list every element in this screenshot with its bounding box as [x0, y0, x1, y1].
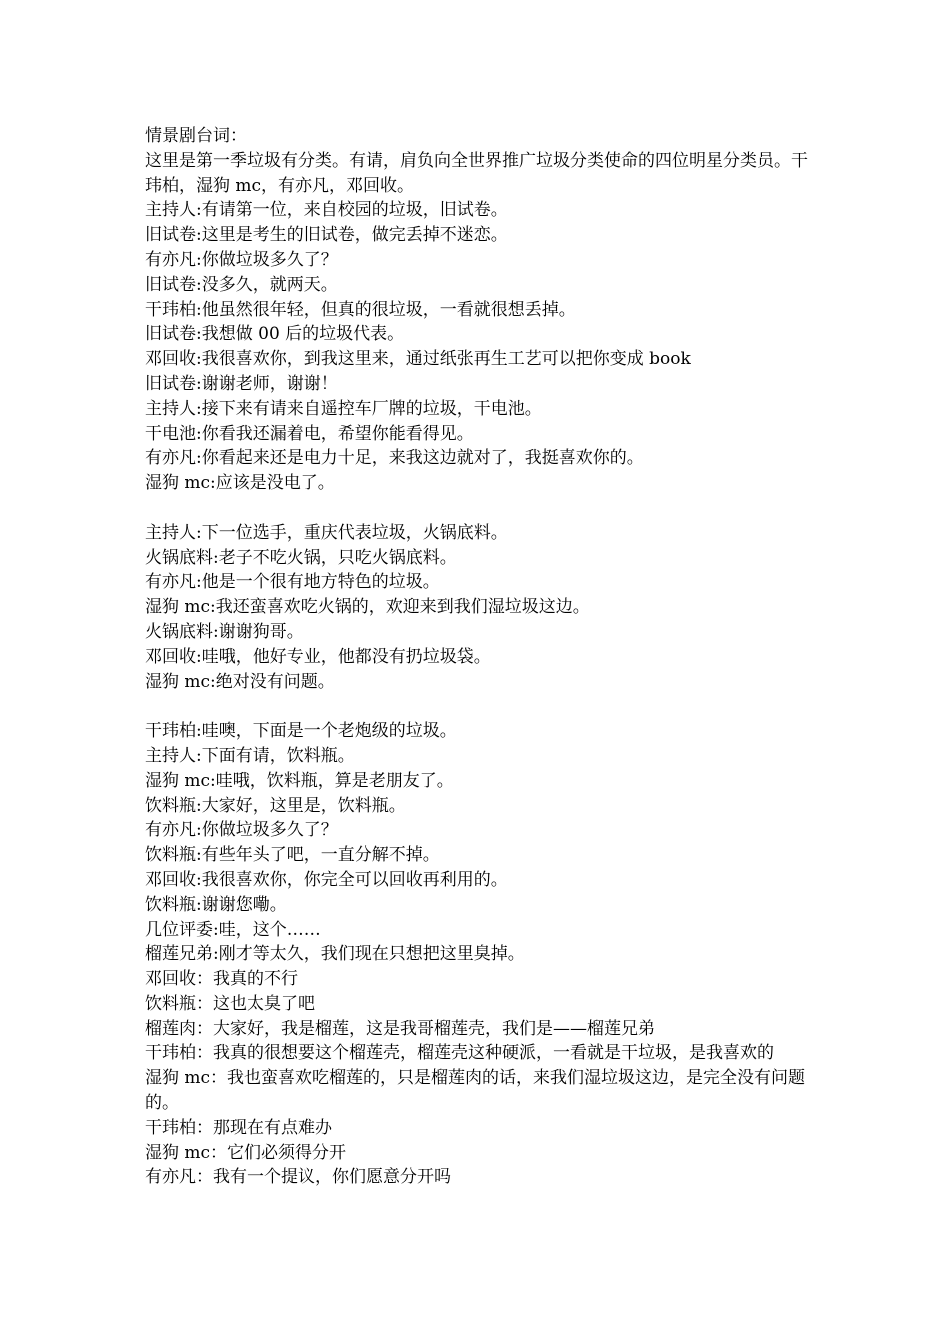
document-intro: 这里是第一季垃圾有分类。有请，肩负向全世界推广垃圾分类使命的四位明星分类员。干玮柏，湿狗 mc，有亦凡，邓回收。 [145, 150, 808, 196]
dialogue-line: 邓回收:哇哦，他好专业，他都没有扔垃圾袋。 [145, 646, 491, 667]
dialogue-line: 有亦凡:他是一个很有地方特色的垃圾。 [145, 572, 440, 593]
dialogue-line: 干玮柏：我真的很想要这个榴莲壳，榴莲壳这种硬派，一看就是干垃圾，是我喜欢的 [145, 1043, 774, 1064]
dialogue-line: 有亦凡：我有一个提议，你们愿意分开吗 [145, 1167, 451, 1188]
section-2 [145, 521, 815, 695]
dialogue-line: 干电池:你看我还漏着电，希望你能看得见。 [145, 423, 474, 444]
dialogue-line: 邓回收:我很喜欢你，到我这里来，通过纸张再生工艺可以把你变成 book [145, 349, 691, 370]
dialogue-line: 湿狗 mc：我也蛮喜欢吃榴莲的，只是榴莲肉的话，来我们湿垃圾这边，是完全没有问题的。 [145, 1068, 806, 1114]
dialogue-line: 火锅底料:老子不吃火锅，只吃火锅底料。 [145, 547, 457, 568]
dialogue-line: 几位评委:哇，这个…… [145, 919, 321, 940]
document-heading: 情景剧台词： [145, 126, 247, 146]
blank-line [145, 496, 815, 521]
dialogue-line: 有亦凡:你看起来还是电力十足，来我这边就对了，我挺喜欢你的。 [145, 448, 644, 469]
dialogue-line: 饮料瓶:大家好，这里是，饮料瓶。 [145, 795, 406, 816]
dialogue-line: 干玮柏:哇噢，下面是一个老炮级的垃圾。 [145, 721, 457, 742]
dialogue-line: 火锅底料:谢谢狗哥。 [145, 621, 304, 642]
dialogue-line: 主持人:下面有请，饮料瓶。 [145, 745, 355, 766]
dialogue-line: 湿狗 mc:我还蛮喜欢吃火锅的，欢迎来到我们湿垃圾这边。 [145, 597, 590, 618]
section-3 [145, 719, 815, 1190]
dialogue-line: 饮料瓶:有些年头了吧，一直分解不掉。 [145, 845, 440, 866]
dialogue-line: 饮料瓶：这也太臭了吧 [145, 993, 315, 1014]
dialogue-line: 主持人:下一位选手，重庆代表垃圾，火锅底料。 [145, 522, 508, 543]
dialogue-line: 干玮柏：那现在有点难办 [145, 1117, 332, 1138]
dialogue-line: 榴莲兄弟:刚才等太久，我们现在只想把这里臭掉。 [145, 944, 525, 965]
dialogue-line: 湿狗 mc:应该是没电了。 [145, 473, 335, 494]
dialogue-line: 邓回收:我很喜欢你，你完全可以回收再利用的。 [145, 869, 508, 890]
dialogue-line: 湿狗 mc:哇哦，饮料瓶，算是老朋友了。 [145, 770, 454, 791]
dialogue-line: 湿狗 mc：它们必须得分开 [145, 1142, 347, 1163]
blank-line [145, 694, 815, 719]
dialogue-line: 有亦凡:你做垃圾多久了？ [145, 820, 338, 841]
dialogue-line: 干玮柏:他虽然很年轻，但真的很垃圾，一看就很想丢掉。 [145, 299, 576, 320]
script-document [145, 124, 815, 1190]
dialogue-line: 旧试卷:这里是考生的旧试卷，做完丢掉不迷恋。 [145, 225, 508, 246]
dialogue-line: 湿狗 mc:绝对没有问题。 [145, 671, 335, 692]
dialogue-line: 主持人:有请第一位，来自校园的垃圾，旧试卷。 [145, 200, 508, 221]
dialogue-line: 旧试卷:我想做 00 后的垃圾代表。 [145, 324, 405, 345]
dialogue-line: 旧试卷:谢谢老师，谢谢！ [145, 373, 338, 394]
dialogue-line: 饮料瓶:谢谢您嘞。 [145, 894, 287, 915]
dialogue-line: 有亦凡:你做垃圾多久了？ [145, 249, 338, 270]
section-1 [145, 198, 815, 496]
dialogue-line: 榴莲肉：大家好，我是榴莲，这是我哥榴莲壳，我们是——榴莲兄弟 [145, 1018, 655, 1039]
dialogue-line: 邓回收：我真的不行 [145, 969, 298, 990]
dialogue-line: 旧试卷:没多久，就两天。 [145, 274, 338, 295]
dialogue-line: 主持人:接下来有请来自遥控车厂牌的垃圾，干电池。 [145, 398, 542, 419]
